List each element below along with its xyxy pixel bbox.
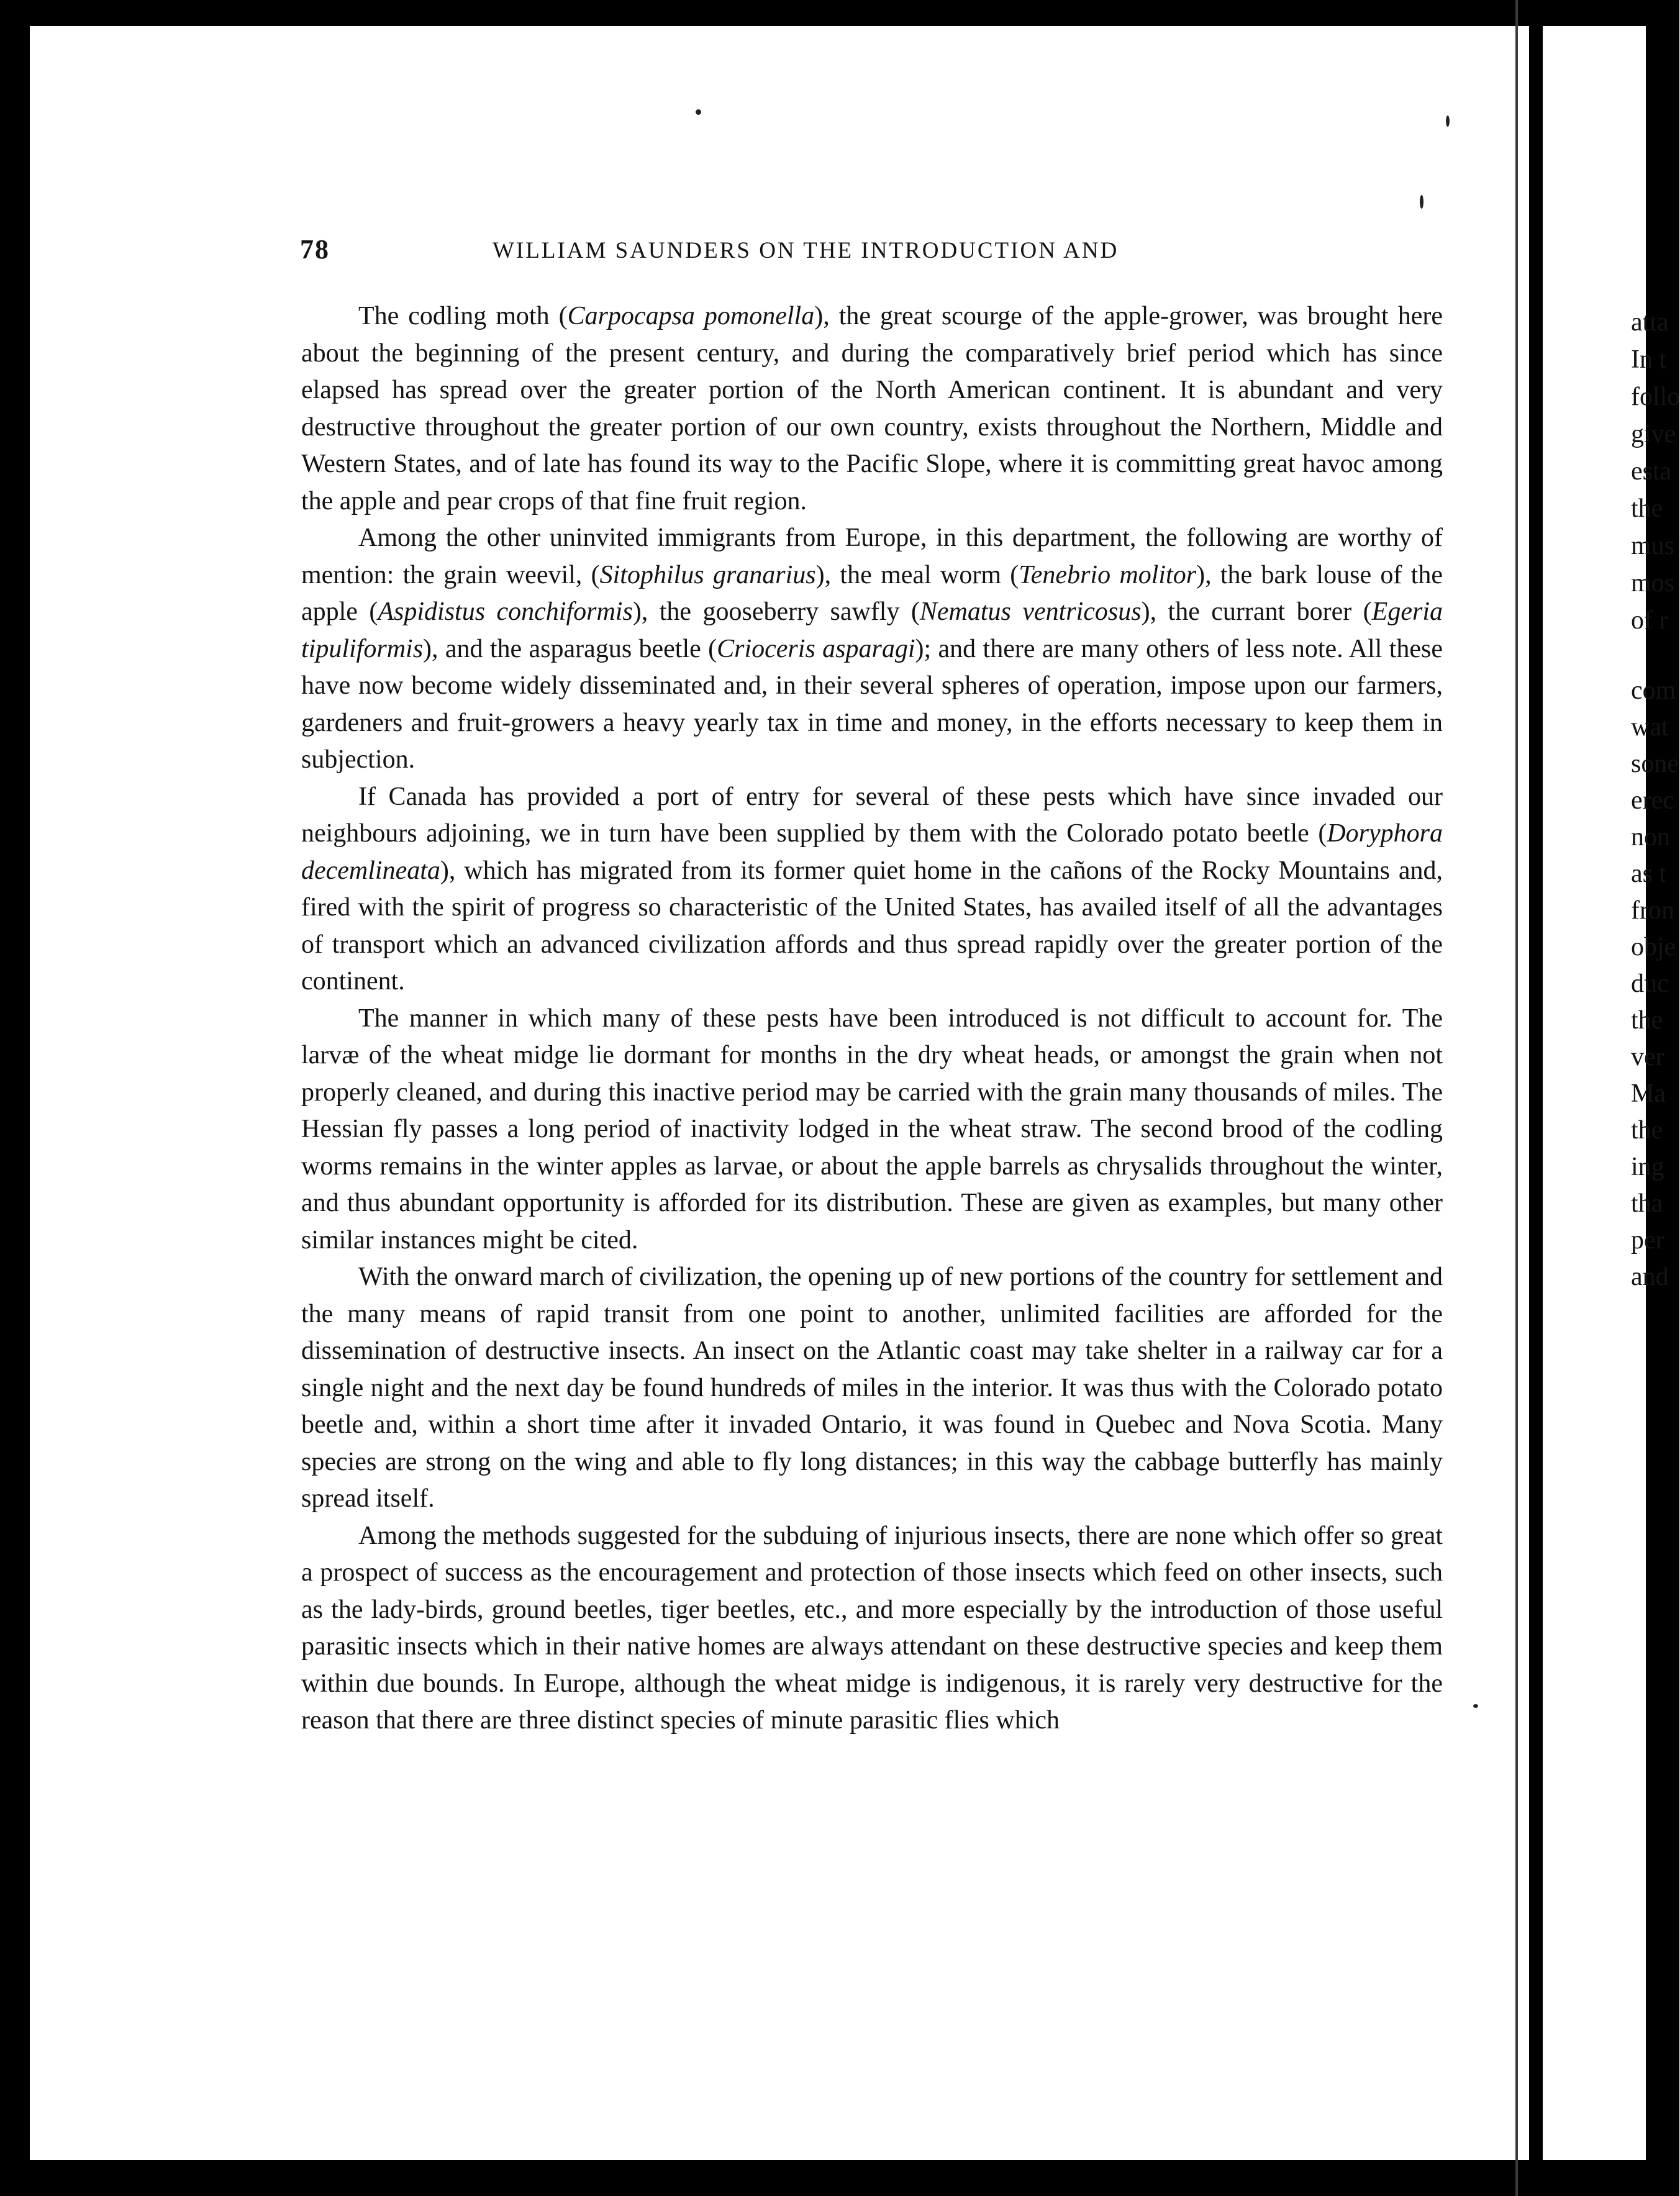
scan-speck bbox=[1420, 195, 1423, 209]
scan-border-left bbox=[0, 0, 30, 2196]
species-name: Doryphora decemlineata bbox=[301, 819, 1443, 885]
scan-speck bbox=[1473, 1704, 1478, 1708]
body-text bbox=[301, 298, 1443, 1740]
species-name: Carpocapsa pomonella bbox=[567, 302, 815, 330]
scan-speck bbox=[696, 109, 701, 115]
facing-page-fragment: Ma bbox=[1631, 1079, 1666, 1108]
facing-page-fragment: sone bbox=[1631, 750, 1679, 778]
paragraph: The codling moth (Carpocapsa pomonella), the great scourge of the apple-grower, was brought here about the beginning of the present century, and during the comparatively brief period which has since elapsed has spread over the greater portion of the North American continent. It is abundant and very destructive throughout the greater portion of our own country, exists throughout the Northern, Middle and Western States, and of late has found its way to the Pacific Slope, where it is committing great havoc among the apple and pear crops of that fine fruit region. bbox=[301, 302, 1443, 515]
facing-page-fragment: per bbox=[1631, 1226, 1664, 1255]
facing-page-fragment: tha bbox=[1631, 1189, 1663, 1218]
facing-page-fragment: the bbox=[1631, 1006, 1663, 1035]
scan-border-top bbox=[0, 0, 1679, 26]
page-gutter-line bbox=[1515, 0, 1518, 2196]
facing-page-fragment: give bbox=[1631, 420, 1676, 448]
paragraph: With the onward march of civilization, the opening up of new portions of the country for settlement and the many means of rapid transit from one point to another, unlimited facilities are afforded for the dissemination of destructive insects. An insect on the Atlantic coast may take shelter in a railway car for a single night and the next day be found hundreds of miles in the interior. It was thus with the Colorado potato beetle and, within a short time after it invaded Ontario, it was found in Quebec and Nova Scotia. Many species are strong on the wing and able to fly long distances; in this way the cabbage butterfly has mainly spread itself. bbox=[301, 1263, 1443, 1513]
scan-speck bbox=[1446, 116, 1450, 127]
facing-page-fragment: ver bbox=[1631, 1043, 1664, 1071]
facing-page-fragment: esta bbox=[1631, 457, 1672, 486]
paragraph: The manner in which many of these pests have been introduced is not difficult to account for. The larvæ of the wheat midge lie dormant for months in the dry wheat heads, or amongst the grain when not properly cleaned, and during this inactive period may be carried with the grain many thousands of miles. The Hessian fly passes a long period of inactivity lodged in the wheat straw. The second brood of the codling worms remains in the winter apples as larvae, or about the apple barrels as chrysalids throughout the winter, and thus abundant opportunity is afforded for its distribution. These are given as examples, but many other similar instances might be cited. bbox=[301, 1004, 1443, 1255]
species-name: Sitophilus granarius bbox=[599, 560, 816, 589]
facing-page-fragment: follo bbox=[1631, 383, 1680, 411]
facing-page-fragment: of r bbox=[1631, 606, 1668, 635]
species-name: Tenebrio molitor bbox=[1019, 560, 1197, 589]
facing-page-fragment: ing bbox=[1631, 1153, 1664, 1181]
facing-page-fragment: non bbox=[1631, 823, 1670, 851]
facing-page-fragment: duc bbox=[1631, 969, 1669, 998]
facing-page-fragment: the bbox=[1631, 1116, 1663, 1145]
species-name: Aspidistus conchiformis bbox=[378, 597, 633, 626]
running-head: WILLIAM SAUNDERS ON THE INTRODUCTION AND bbox=[493, 238, 1119, 263]
page-gutter bbox=[1529, 0, 1543, 2196]
species-name: Egeria tipuliformis bbox=[301, 597, 1443, 663]
facing-page-fragment: mos bbox=[1631, 569, 1675, 597]
scan-border-bottom bbox=[0, 2160, 1679, 2196]
facing-page-fragment: and bbox=[1631, 1263, 1669, 1291]
paragraph: If Canada has provided a port of entry for several of these pests which have since invaded our neighbours adjoining, we in turn have been supplied by them with the Colorado potato beetle (Doryphora decemlineata), which has migrated from its former quiet home in the cañons of the Rocky Mountains and, fired with the spirit of progress so characteristic of the United States, has availed itself of all the advantages of transport which an advanced civilization affords and thus spread rapidly over the greater portion of the continent. bbox=[301, 782, 1443, 996]
page-number: 78 bbox=[300, 234, 330, 265]
facing-page-fragment: com bbox=[1631, 676, 1676, 705]
facing-page-fragment: In t bbox=[1631, 345, 1667, 374]
facing-page-fragment: wat bbox=[1631, 713, 1669, 742]
facing-page-fragment: the bbox=[1631, 494, 1663, 523]
facing-page-fragment: erec bbox=[1631, 786, 1674, 815]
paragraph: Among the methods suggested for the subduing of injurious insects, there are none which offer so great a prospect of success as the encouragement and protection of those insects which feed on other insects, such as the lady-birds, ground beetles, tiger beetles, etc., and more especially by the introduction of those useful parasitic insects which in their native homes are always attendant on these destructive species and keep them within due bounds. In Europe, although the wheat midge is indigenous, it is rarely very destructive for the reason that there are three distinct species of minute parasitic flies which bbox=[301, 1521, 1443, 1735]
facing-page-fragment: mus bbox=[1631, 532, 1675, 560]
species-name: Crioceris asparagi bbox=[717, 634, 915, 663]
facing-page-fragment: as t bbox=[1631, 860, 1667, 888]
facing-page-fragment: fron bbox=[1631, 896, 1674, 925]
paragraph: Among the other uninvited immigrants from Europe, in this department, the following are worthy of mention: the grain weevil, (Sitophilus granarius), the meal worm (Tenebrio molitor), the bark louse of the apple (Aspidistus conchiformis), the gooseberry sawfly (Nematus ventricosus), the currant borer (Egeria tipuliformis), and the asparagus beetle (Crioceris asparagi); and there are many others of less note. All these have now become widely disseminated and, in their several spheres of operation, impose upon our farmers, gardeners and fruit-growers a heavy yearly tax in time and money, in the efforts necessary to keep them in subjection. bbox=[301, 524, 1443, 774]
facing-page-fragment: obje bbox=[1631, 933, 1676, 961]
facing-page-fragment: atta bbox=[1631, 308, 1669, 337]
species-name: Nematus ventricosus bbox=[919, 597, 1142, 626]
page-header bbox=[300, 234, 1263, 271]
facing-page bbox=[1543, 26, 1680, 2160]
